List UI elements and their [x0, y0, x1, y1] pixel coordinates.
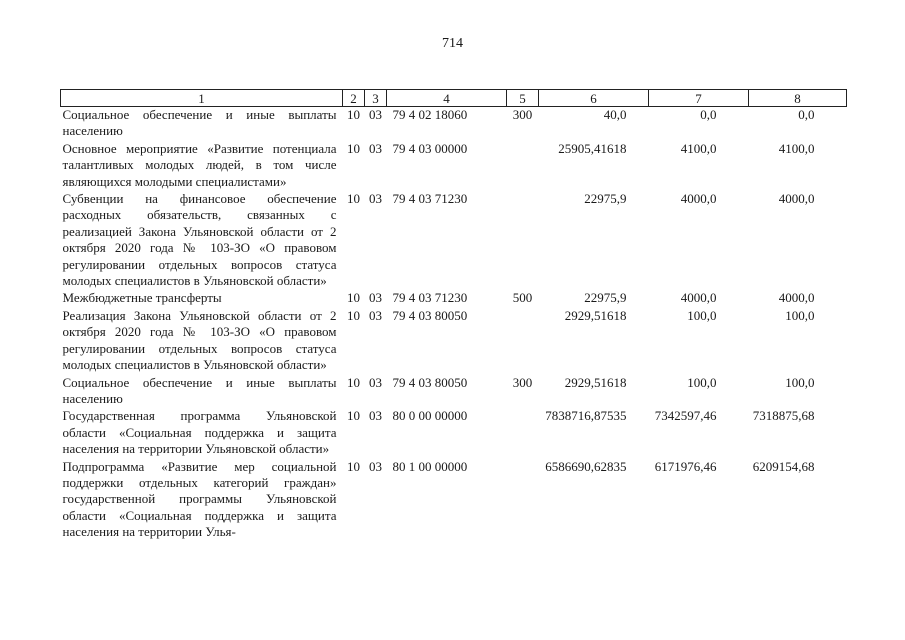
expense-type-code: 300	[512, 107, 533, 122]
amount-col8: 100,0	[785, 307, 815, 323]
table-row	[61, 458, 847, 541]
row-name: Государственная программа Ульяновской области «Социальная поддержка и защита населения на территории Ульяновской области»	[62, 408, 337, 457]
target-article-code: 80 1 00 00000	[392, 458, 468, 474]
target-article-code: 79 4 02 18060	[392, 107, 468, 122]
amount-col6: 40,0	[603, 107, 627, 122]
subsection-code: 03	[369, 458, 382, 474]
amount-col6: 22975,9	[584, 191, 627, 207]
amount-col7: 100,0	[687, 307, 717, 323]
expense-type-code	[507, 458, 539, 541]
amount-col6: 22975,9	[584, 290, 627, 306]
amount-col7: 4000,0	[680, 290, 717, 306]
table-row	[61, 107, 847, 140]
amount-col8: 4000,0	[778, 290, 815, 306]
expense-type-code	[507, 307, 539, 374]
amount-col8: 0,0	[798, 107, 815, 122]
column-header: 1	[61, 90, 343, 107]
row-name: Субвенции на финансовое обеспечение расходных обязательств, связанных с реализацией Закона Ульяновской области от 2 октября 2020 года № 103-ЗО «О правовом регулировании отдельных вопросов статуса молодых специалистов в Ульяновской области»	[62, 191, 337, 289]
row-name: Реализация Закона Ульяновской области от 2 октября 2020 года № 103-ЗО «О правовом регулировании отдельных вопросов статуса молодых специалистов в Ульяновской области»	[62, 307, 337, 373]
expense-type-code	[507, 407, 539, 457]
row-name: Социальное обеспечение и иные выплаты населению	[62, 374, 337, 406]
row-name: Социальное обеспечение и иные выплаты населению	[62, 107, 337, 139]
subsection-code: 03	[369, 290, 382, 306]
amount-col6: 2929,51618	[564, 307, 627, 323]
section-code: 10	[347, 191, 360, 207]
budget-table	[60, 89, 847, 541]
amount-col7: 100,0	[687, 374, 717, 390]
expense-type-code: 500	[512, 290, 533, 306]
amount-col8: 7318875,68	[752, 408, 815, 424]
subsection-code: 03	[369, 140, 382, 156]
amount-col6: 6586690,62835	[545, 458, 627, 474]
amount-col7: 7342597,46	[654, 408, 717, 424]
target-article-code: 79 4 03 71230	[392, 290, 468, 306]
column-header: 4	[387, 90, 507, 107]
target-article-code: 79 4 03 00000	[392, 140, 468, 156]
table-row	[61, 374, 847, 408]
target-article-code: 79 4 03 71230	[392, 191, 468, 207]
amount-col7: 4000,0	[680, 191, 717, 207]
column-header: 6	[539, 90, 649, 107]
table-row	[61, 289, 847, 306]
amount-col8: 6209154,68	[752, 458, 815, 474]
row-name: Подпрограмма «Развитие мер социальной поддержки отдельных категорий граждан» государственной программы Ульяновской области «Социальная поддержка и защита населения на территории Улья-	[62, 458, 337, 540]
amount-col6: 7838716,87535	[545, 408, 627, 424]
section-code: 10	[347, 140, 360, 156]
expense-type-code	[507, 140, 539, 190]
column-header: 5	[507, 90, 539, 107]
column-header: 7	[649, 90, 749, 107]
table-row	[61, 190, 847, 289]
table-row	[61, 407, 847, 457]
subsection-code: 03	[369, 307, 382, 323]
column-header: 2	[343, 90, 365, 107]
amount-col6: 25905,41618	[558, 140, 627, 156]
row-name: Межбюджетные трансферты	[62, 290, 222, 306]
table-row	[61, 140, 847, 190]
section-code: 10	[347, 107, 360, 122]
subsection-code: 03	[369, 191, 382, 207]
table-row	[61, 307, 847, 374]
target-article-code: 79 4 03 80050	[392, 307, 468, 323]
expense-type-code	[507, 190, 539, 289]
section-code: 10	[347, 458, 360, 474]
amount-col8: 4100,0	[778, 140, 815, 156]
header-row	[61, 90, 847, 107]
section-code: 10	[347, 307, 360, 323]
target-article-code: 80 0 00 00000	[392, 408, 468, 424]
column-header: 3	[365, 90, 387, 107]
subsection-code: 03	[369, 374, 382, 390]
subsection-code: 03	[369, 408, 382, 424]
section-code: 10	[347, 374, 360, 390]
column-header: 8	[749, 90, 847, 107]
target-article-code: 79 4 03 80050	[392, 374, 468, 390]
section-code: 10	[347, 290, 360, 306]
subsection-code: 03	[369, 107, 382, 122]
row-name: Основное мероприятие «Развитие потенциала талантливых молодых людей, в том числе являющихся молодыми специалистами»	[62, 140, 337, 189]
page-number: 714	[442, 36, 463, 51]
amount-col7: 6171976,46	[654, 458, 717, 474]
amount-col8: 4000,0	[778, 191, 815, 207]
amount-col7: 4100,0	[680, 140, 717, 156]
section-code: 10	[347, 408, 360, 424]
amount-col7: 0,0	[700, 107, 717, 122]
expense-type-code: 300	[512, 374, 533, 390]
amount-col8: 100,0	[785, 374, 815, 390]
amount-col6: 2929,51618	[564, 374, 627, 390]
